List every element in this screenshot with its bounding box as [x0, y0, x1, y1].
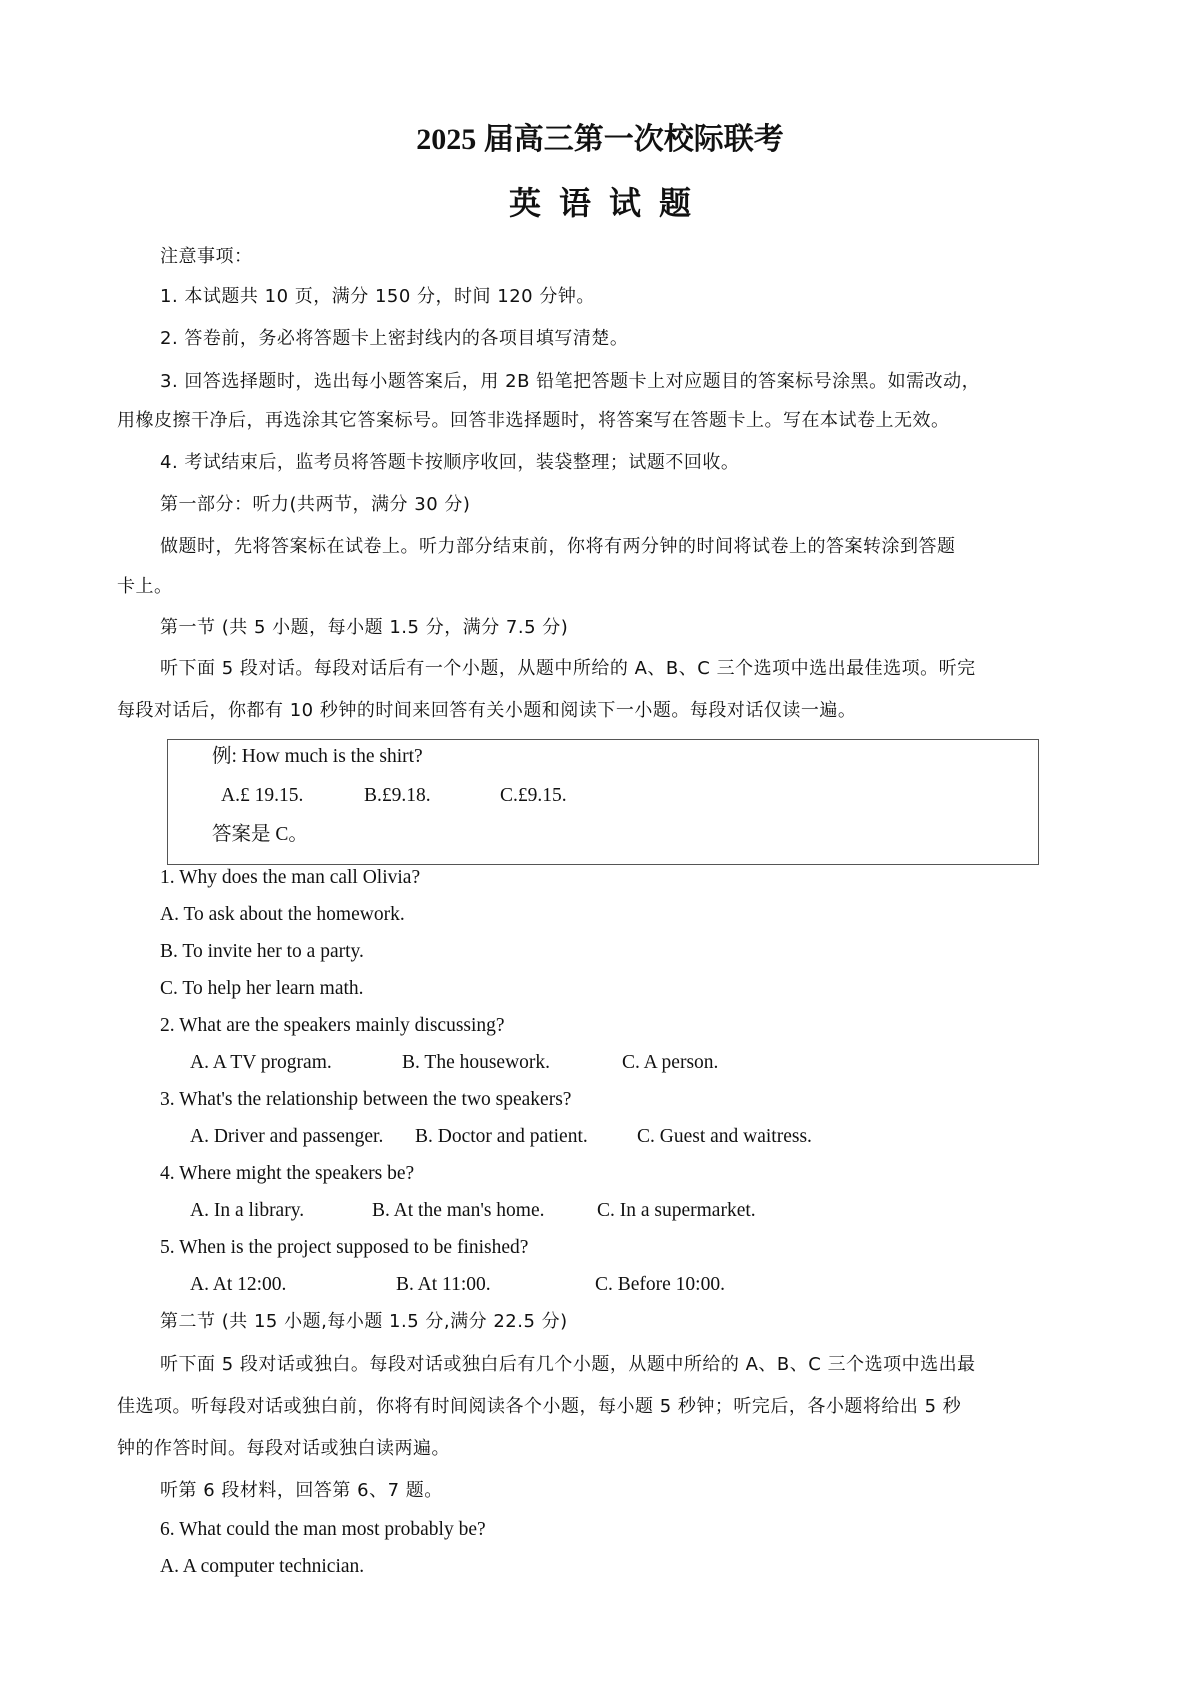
example-option-c: C.£9.15.	[500, 785, 567, 806]
example-question: 例: How much is the shirt?	[212, 746, 423, 767]
question-4-option-c: C. In a supermarket.	[597, 1200, 756, 1221]
question-3-option-b: B. Doctor and patient.	[415, 1126, 588, 1147]
example-option-a: A.£ 19.15.	[221, 785, 304, 806]
question-5-option-c: C. Before 10:00.	[595, 1274, 725, 1295]
notes-heading: 注意事项：	[160, 246, 253, 267]
question-4-option-a: A. In a library.	[190, 1200, 305, 1221]
example-option-b: B.£9.18.	[364, 785, 431, 806]
question-3-option-a: A. Driver and passenger.	[190, 1126, 384, 1147]
notes-item-4: 4. 考试结束后，监考员将答题卡按顺序收回，装袋整理；试题不回收。	[160, 452, 740, 473]
notes-item-1: 1. 本试题共 10 页，满分 150 分，时间 120 分钟。	[160, 286, 595, 307]
question-2-option-c: C. A person.	[622, 1052, 719, 1073]
section2-instruction-line-3: 钟的作答时间。每段对话或独白读两遍。	[117, 1438, 450, 1459]
question-5-stem: 5. When is the project supposed to be finished?	[160, 1237, 529, 1258]
section1-instruction-line-1: 听下面 5 段对话。每段对话后有一个小题，从题中所给的 A、B、C 三个选项中选出最佳选项。听完	[160, 658, 976, 679]
question-2-option-a: A. A TV program.	[190, 1052, 332, 1073]
section2-instruction-line-2: 佳选项。听每段对话或独白前，你将有时间阅读各个小题，每小题 5 秒钟；听完后，各小题将给出 5 秒	[117, 1396, 962, 1417]
question-5-option-a: A. At 12:00.	[190, 1274, 287, 1295]
question-6-option-a: A. A computer technician.	[160, 1556, 365, 1577]
question-2-option-b: B. The housework.	[402, 1052, 551, 1073]
exam-title: 2025 届高三第一次校际联考	[416, 123, 784, 156]
question-1-option-c: C. To help her learn math.	[160, 978, 364, 999]
example-answer: 答案是 C。	[212, 824, 308, 845]
notes-item-3-line-1: 3. 回答选择题时，选出每小题答案后，用 2B 铅笔把答题卡上对应题目的答案标号涂黑。如需改动，	[160, 371, 981, 392]
question-2-stem: 2. What are the speakers mainly discussing?	[160, 1015, 505, 1036]
question-4-option-b: B. At the man's home.	[372, 1200, 545, 1221]
material-6-heading: 听第 6 段材料，回答第 6、7 题。	[160, 1480, 443, 1501]
question-3-option-c: C. Guest and waitress.	[637, 1126, 812, 1147]
section2-heading: 第二节 (共 15 小题,每小题 1.5 分,满分 22.5 分)	[160, 1311, 568, 1332]
notes-item-3-line-2: 用橡皮擦干净后，再选涂其它答案标号。回答非选择题时，将答案写在答题卡上。写在本试卷上无效。	[117, 410, 950, 431]
section1-instruction-line-2: 每段对话后，你都有 10 秒钟的时间来回答有关小题和阅读下一小题。每段对话仅读一遍。	[117, 700, 857, 721]
question-4-stem: 4. Where might the speakers be?	[160, 1163, 415, 1184]
part1-instruction-line-2: 卡上。	[117, 576, 173, 597]
question-1-option-b: B. To invite her to a party.	[160, 941, 364, 962]
section1-heading: 第一节 (共 5 小题，每小题 1.5 分，满分 7.5 分)	[160, 617, 569, 638]
notes-item-2: 2. 答卷前，务必将答题卡上密封线内的各项目填写清楚。	[160, 328, 629, 349]
part1-heading: 第一部分：听力(共两节，满分 30 分)	[160, 494, 471, 515]
subject-title: 英语试题	[508, 185, 709, 221]
part1-instruction-line-1: 做题时，先将答案标在试卷上。听力部分结束前，你将有两分钟的时间将试卷上的答案转涂到答题	[160, 536, 956, 557]
question-3-stem: 3. What's the relationship between the two speakers?	[160, 1089, 572, 1110]
question-1-stem: 1. Why does the man call Olivia?	[160, 867, 421, 888]
section2-instruction-line-1: 听下面 5 段对话或独白。每段对话或独白后有几个小题，从题中所给的 A、B、C 三个选项中选出最	[160, 1354, 976, 1375]
question-5-option-b: B. At 11:00.	[396, 1274, 491, 1295]
question-1-option-a: A. To ask about the homework.	[160, 904, 405, 925]
question-6-stem: 6. What could the man most probably be?	[160, 1519, 486, 1540]
